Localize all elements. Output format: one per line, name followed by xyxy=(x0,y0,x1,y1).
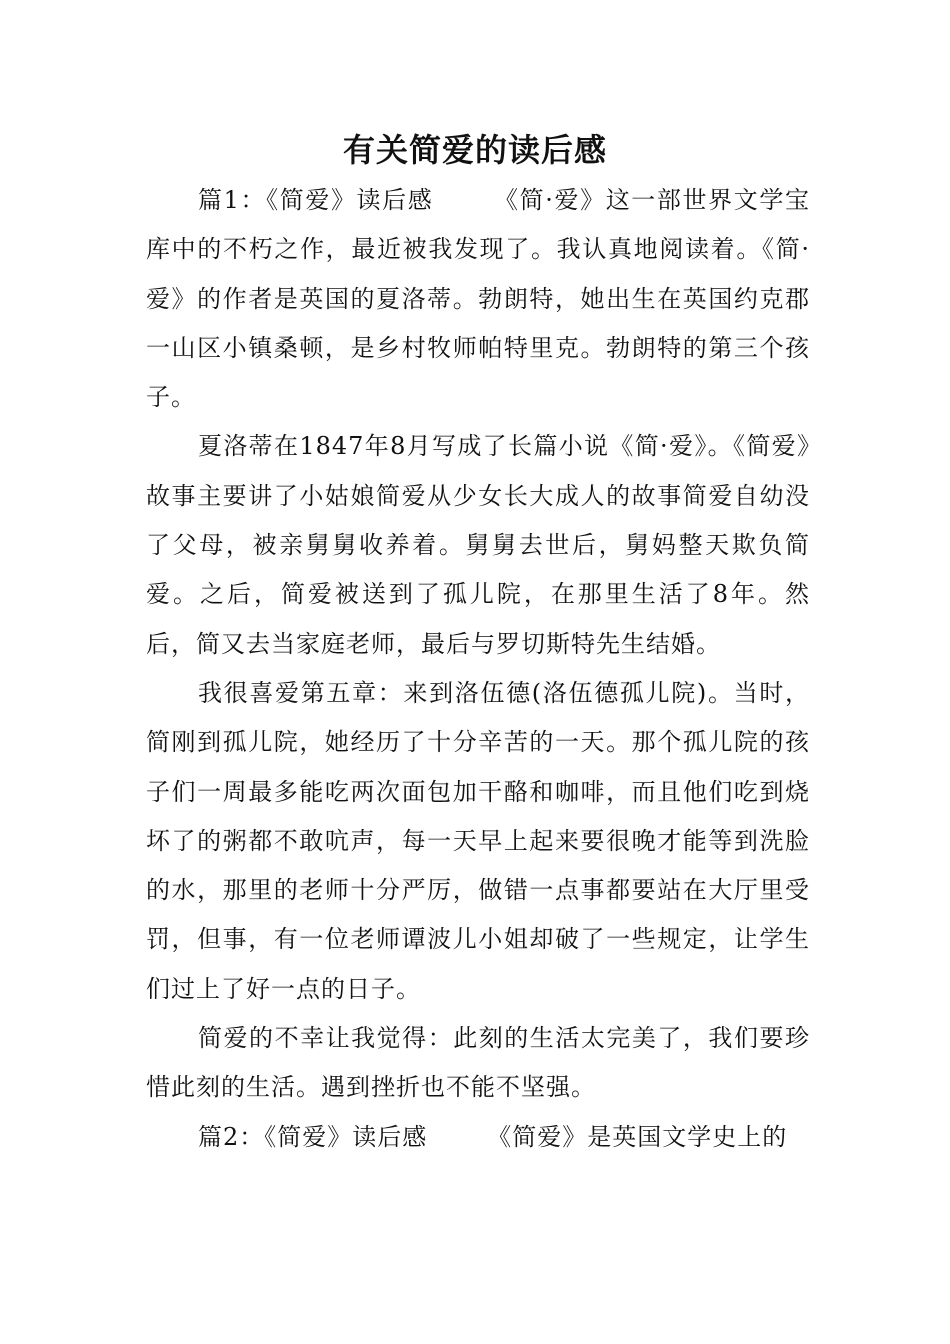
paragraph-3-text: 我很喜爱第五章：来到洛伍德(洛伍德孤儿院)。当时，简刚到孤儿院，她经历了十分辛苦的一天。那个孤儿院的孩子们一周最多能吃两次面包加干酪和咖啡，而且他们吃到烧坏了的粥都不敢吭声，每一天早上起来要很晚才能等到洗脸的水，那里的老师十分严厉，做错一点事都要站在大厅里受罚，但事，有一位老师谭波儿小姐却破了一些规定，让学生们过上了好一点的日子。 xyxy=(146,678,810,1003)
paragraph-1-text: 《简·爱》这一部世界文学宝库中的不朽之作，最近被我发现了。我认真地阅读着。《简·爱》的作者是英国的夏洛蒂。勃朗特，她出生在英国约克郡一山区小镇桑顿，是乡村牧师帕特里克。勃朗特的第三个孩子。 xyxy=(146,186,810,412)
paragraph-2-text: 夏洛蒂在1847年8月写成了长篇小说《简·爱》。《简爱》故事主要讲了小姑娘简爱从少女长大成人的故事简爱自幼没了父母，被亲舅舅收养着。舅舅去世后，舅妈整天欺负简爱。之后，简爱被送到了孤儿院，在那里生活了8年。然后，简又去当家庭老师，最后与罗切斯特先生结婚。 xyxy=(146,432,810,658)
document-body xyxy=(146,176,810,1162)
paragraph-5 xyxy=(146,1113,810,1162)
document-title: 有关简爱的读后感 xyxy=(342,131,607,169)
section-heading-1: 篇1：《简爱》读后感 xyxy=(198,186,434,214)
paragraph-4 xyxy=(146,1014,810,1113)
paragraph-3 xyxy=(146,669,810,1014)
paragraph-4-text: 简爱的不幸让我觉得：此刻的生活太完美了，我们要珍惜此刻的生活。遇到挫折也不能不坚强。 xyxy=(146,1024,810,1102)
paragraph-1 xyxy=(146,176,810,422)
paragraph-5-text: 《简爱》是英国文学史上的 xyxy=(487,1122,788,1151)
paragraph-2 xyxy=(146,422,810,668)
section-heading-2: 篇2：《简爱》读后感 xyxy=(198,1122,428,1151)
